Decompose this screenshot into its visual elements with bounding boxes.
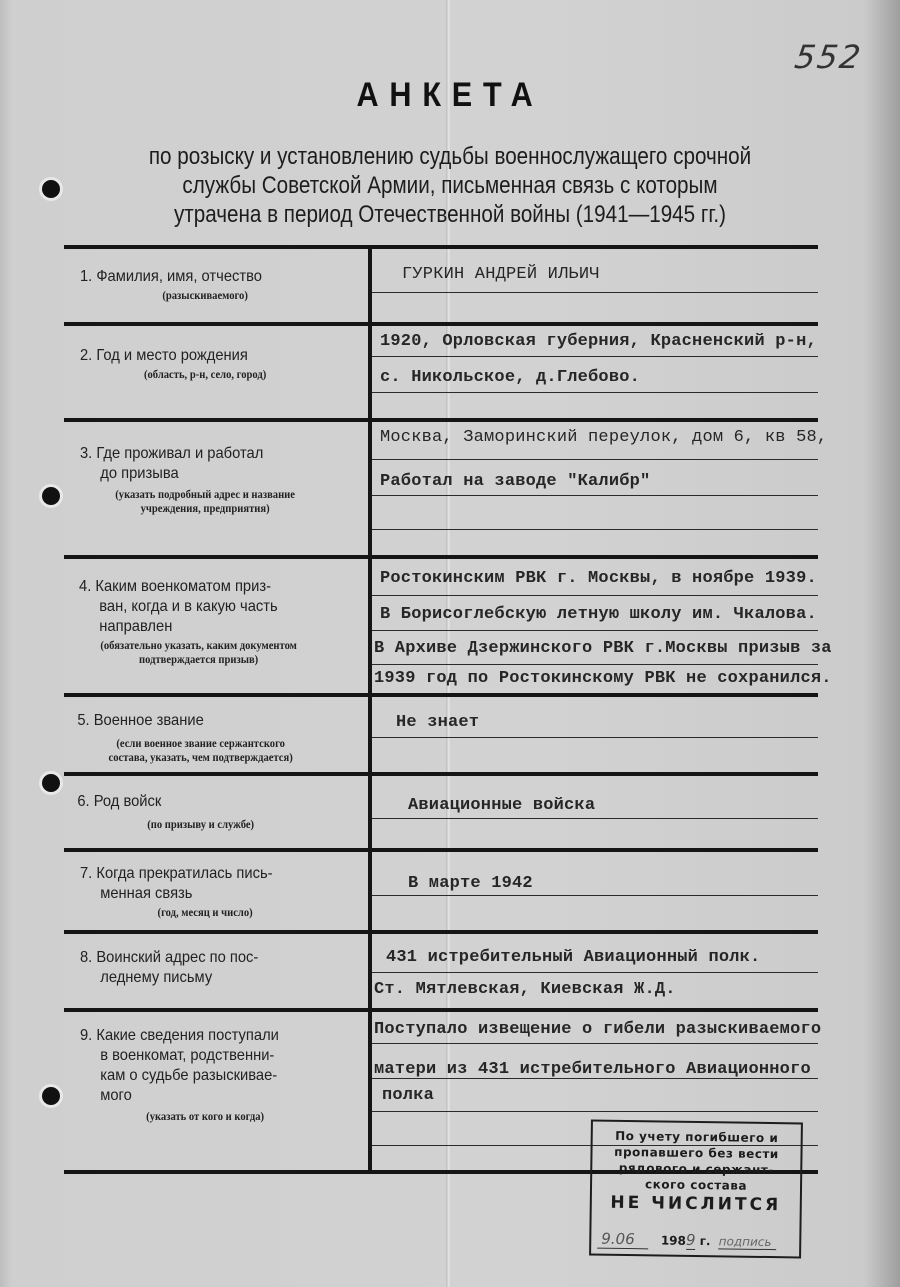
stamp-year: 9 [685,1230,696,1249]
answer-text[interactable]: В марте 1942 [408,874,533,893]
column-divider [368,697,372,772]
table-row-military-address [64,930,818,1008]
punch-hole [42,180,60,198]
stamp-line: ского состава [644,1177,748,1193]
answer-text[interactable]: ГУРКИН АНДРЕЙ ИЛЬИЧ [402,265,600,284]
punch-hole [42,487,60,505]
answer-line [372,356,818,357]
stamp-line: рядового и сержант- [618,1160,774,1178]
column-divider [368,559,372,693]
question-label: 2. Год и место рождения (область, р-н, село, город) [80,347,267,381]
stamp-signature: подпись [719,1234,777,1250]
answer-text[interactable]: В Борисоглебскую летную школу им. Чкалова. [380,605,817,624]
question-label: 3. Где проживал и работал до призыва (указать подробный адрес и название учреждения, предприятия) [80,445,295,515]
answer-text[interactable]: В Архиве Дзержинского РВК г.Москвы призыв за [374,639,832,658]
table-row-name [64,245,818,322]
question-label: 5. Военное звание (если военное звание сержантского состава, указать, чем подтверждается) [77,712,293,764]
subtitle-line: утрачена в период Отечественной войны (1941—1945 гг.) [173,201,727,228]
question-label: 4. Каким военкоматом приз- ван, когда и в какую часть направлен (обязательно указать, каким документом подтверждается призыв) [79,578,297,666]
answer-line [372,1111,818,1112]
answer-line [372,392,818,393]
punch-hole [42,774,60,792]
stamp-date: 9.06 [597,1230,649,1250]
answer-line [372,737,818,738]
subtitle-line: службы Советской Армии, письменная связь с которым [182,172,718,199]
answer-line [372,459,818,460]
column-divider [368,1012,372,1174]
answer-line [372,529,818,530]
answer-text[interactable]: 1939 год по Ростокинскому РВК не сохранился. [374,669,832,688]
answer-line [372,972,818,973]
column-divider [368,422,372,555]
answer-text[interactable]: Ростокинским РВК г. Москвы, в ноябре 1939. [380,569,817,588]
table-row-last-contact [64,848,818,930]
answer-line [372,664,818,665]
answer-line [372,818,818,819]
table-row-branch [64,772,818,848]
answer-text[interactable]: Авиационные войска [408,796,596,815]
page-number: 552 [792,38,865,76]
subtitle-line: по розыску и установлению судьбы военнослужащего срочной [148,143,752,170]
answer-text[interactable]: Не знает [396,713,480,732]
stamp-line: По учету погибшего и [615,1128,779,1146]
answer-line [372,595,818,596]
answer-text[interactable]: Поступало извещение о гибели разыскиваемого [374,1020,822,1039]
column-divider [368,249,372,322]
answer-line [372,630,818,631]
answer-line [372,1043,818,1044]
question-label: 6. Род войск (по призыву и службе) [77,793,255,831]
table-row-birth [64,322,818,418]
answer-text[interactable]: с. Никольское, д.Глебово. [380,368,641,387]
answer-line [372,1078,818,1079]
table-row-residence [64,418,828,555]
column-divider [368,776,372,848]
question-label: 9. Какие сведения поступали в военкомат, родственни- кам о судьбе разыскивае- мого (указать от кого и когда) [80,1027,279,1123]
answer-text[interactable]: матери из 431 истребительного Авиационного [374,1060,811,1079]
document-subtitle [97,142,802,229]
punch-hole [42,1087,60,1105]
table-row-conscription [64,555,832,693]
answer-text[interactable]: Работал на заводе "Калибр" [380,472,651,491]
table-row-rank [64,693,818,772]
stamp-year-suffix: г. [699,1234,711,1249]
question-label: 1. Фамилия, имя, отчество (разыскиваемого) [80,268,262,302]
question-label: 8. Воинский адрес по пос- леднему письму [80,949,259,986]
answer-text[interactable]: Москва, Заморинский переулок, дом 6, кв 58, [380,428,828,447]
archive-stamp [589,1120,803,1259]
column-divider [368,852,372,930]
answer-line [372,292,818,293]
question-label: 7. Когда прекратилась пись- менная связь (год, месяц и число) [80,865,273,919]
column-divider [368,934,372,1008]
column-divider [368,326,372,418]
stamp-year-prefix: 198 [660,1233,687,1248]
answer-line [372,495,818,496]
answer-text[interactable]: полка [382,1086,435,1105]
stamp-date-row [597,1230,793,1251]
stamp-status: НЕ ЧИСЛИТСЯ [610,1192,782,1216]
answer-text[interactable]: Ст. Мятлевская, Киевская Ж.Д. [374,980,676,999]
answer-line [372,895,818,896]
stamp-line: пропавшего без вести [614,1144,779,1162]
answer-text[interactable]: 431 истребительный Авиационный полк. [386,948,761,967]
answer-text[interactable]: 1920, Орловская губерния, Красненский р-н, [380,332,817,351]
document-title: АНКЕТА [356,76,544,114]
